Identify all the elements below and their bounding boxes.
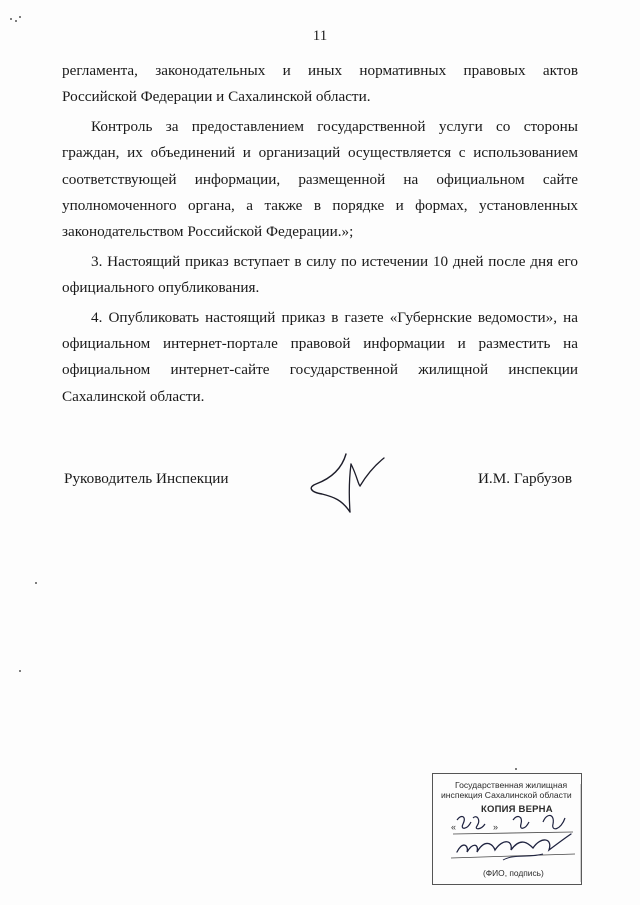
- text-line: 3. Настоящий приказ вступает в силу по истечении 10 дней после дня его: [91, 252, 578, 270]
- signatory-name: И.М. Гарбузов: [477, 470, 572, 487]
- svg-text:»: »: [493, 822, 499, 832]
- scan-speck: [35, 582, 37, 584]
- text-line: Российской Федерации и Сахалинской области.: [62, 88, 371, 106]
- stamp-org-line: инспекция Сахалинской области: [441, 790, 572, 800]
- text-line: соответствующей информации, размещенной на официальном сайте: [62, 170, 578, 188]
- text-line: официальном интернет-портале правовой информации и разместить на: [62, 335, 578, 353]
- paragraph-item-3: [62, 249, 578, 302]
- text-line: Сахалинской области.: [62, 387, 205, 405]
- text-line: 4. Опубликовать настоящий приказ в газете «Губернские ведомости», на: [91, 308, 578, 326]
- scan-speck: [19, 670, 21, 672]
- signatory-title: Руководитель Инспекции: [64, 470, 229, 487]
- page-number: 11: [312, 28, 328, 44]
- stamp-org-line: Государственная жилищная: [455, 780, 568, 790]
- document-body: [62, 58, 578, 410]
- text-line: уполномоченного органа, а также в порядке и формах, установленных: [62, 197, 578, 215]
- svg-text:«: «: [451, 822, 457, 832]
- copy-certification-stamp: [432, 773, 582, 885]
- paragraph-control: [62, 114, 578, 246]
- stamp-copy-label: КОПИЯ ВЕРНА: [481, 804, 553, 815]
- text-line: регламента, законодательных и иных нормативных правовых актов: [62, 62, 578, 79]
- text-line: граждан, их объединений и организаций осуществляется с использованием: [62, 144, 578, 162]
- stamp-note: (ФИО, подпись): [483, 868, 544, 878]
- paragraph-item-4: [62, 305, 578, 411]
- text-line: официального опубликования.: [62, 279, 260, 297]
- text-line: Контроль за предоставлением государственной услуги со стороны: [91, 117, 578, 135]
- scan-speck: [515, 768, 517, 770]
- paragraph-continuation: [62, 58, 578, 111]
- text-line: законодательством Российской Федерации.»;: [62, 223, 354, 241]
- text-line: официальном интернет-сайте государственной жилищной инспекции: [62, 361, 578, 379]
- handwritten-signature: [302, 450, 392, 520]
